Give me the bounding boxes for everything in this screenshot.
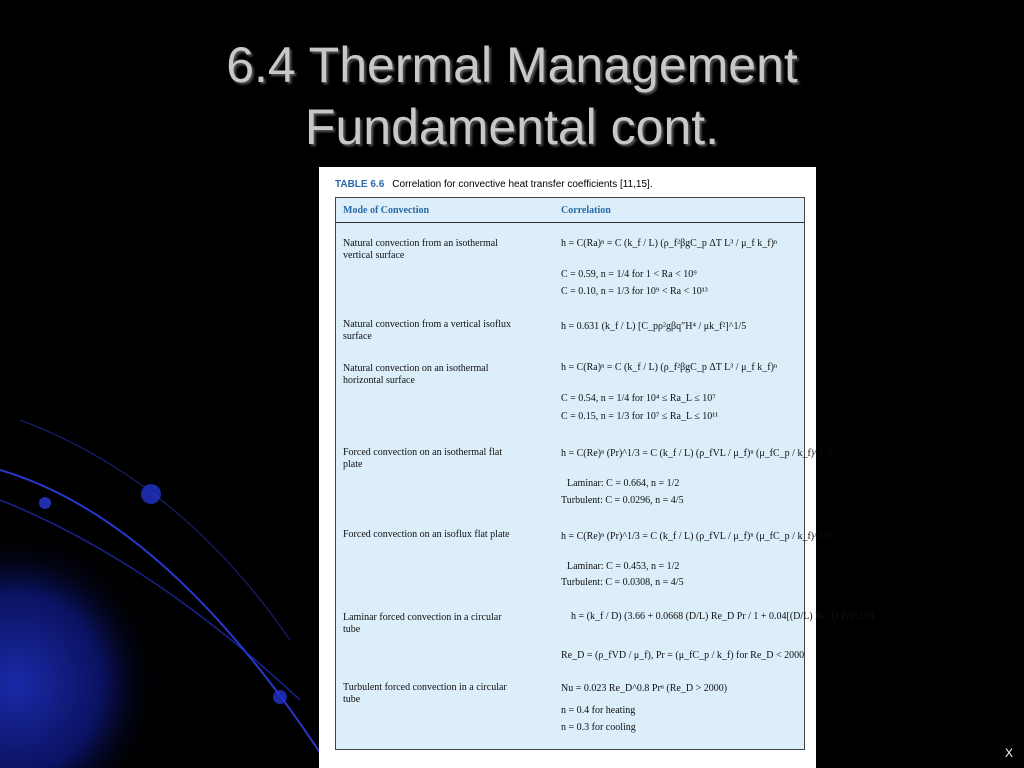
- title-line-1: 6.4 Thermal Management: [226, 37, 798, 93]
- correlation-formula: h = (k_f / D) (3.66 + 0.0668 (D/L) Re_D Pr / 1 + 0.04[(D/L) Re_D Pr]^2/3): [571, 611, 874, 622]
- table-header-row: [336, 198, 804, 223]
- correlation-line: C = 0.59, n = 1/4 for 1 < Ra < 10⁹: [561, 269, 697, 280]
- correlation-line: Turbulent: C = 0.0308, n = 4/5: [561, 577, 684, 588]
- correlation-line: Re_D = (ρ_fVD / μ_f), Pr = (μ_fC_p / k_f) for Re_D < 2000: [561, 650, 805, 661]
- table-caption: [335, 179, 653, 190]
- mode-laminar-tube: Laminar forced convection in a circular tube: [343, 612, 502, 635]
- correlation-line: Turbulent: C = 0.0296, n = 4/5: [561, 495, 684, 506]
- table-caption-text: Correlation for convective heat transfer coefficients [11,15].: [392, 179, 653, 190]
- correlation-formula: h = 0.631 (k_f / L) [C_pρ²gβq″H⁴ / μk_f²]^1/5: [561, 321, 747, 332]
- slide-title: [0, 34, 1024, 158]
- close-mark[interactable]: X: [1005, 746, 1014, 760]
- title-line-2: Fundamental cont.: [304, 99, 720, 155]
- correlation-table: [335, 197, 874, 750]
- mode-natural-isoflux-vertical: Natural convection from a vertical isoflux surface: [343, 319, 511, 342]
- correlation-line: n = 0.4 for heating: [561, 705, 636, 716]
- mode-turbulent-tube: Turbulent forced convection in a circular tube: [343, 682, 507, 705]
- correlation-line: n = 0.3 for cooling: [561, 722, 636, 733]
- correlation-formula: h = C(Ra)ⁿ = C (k_f / L) (ρ_f²βgC_p ΔT L³ / μ_f k_f)ⁿ: [561, 238, 778, 249]
- correlation-formula: h = C(Ra)ⁿ = C (k_f / L) (ρ_f²βgC_p ΔT L³ / μ_f k_f)ⁿ: [561, 362, 778, 373]
- header-mode: Mode of Convection: [343, 205, 430, 216]
- correlation-formula: h = C(Re)ⁿ (Pr)^1/3 = C (k_f / L) (ρ_fVL / μ_f)ⁿ (μ_fC_p / k_f)^1/3: [561, 531, 832, 542]
- correlation-line: C = 0.54, n = 1/4 for 10⁴ ≤ Ra_L ≤ 10⁷: [561, 393, 716, 404]
- correlation-formula: Nu = 0.023 Re_D^0.8 Prⁿ (Re_D > 2000): [561, 683, 728, 694]
- mode-forced-isothermal-plate: Forced convection on an isothermal flat plate: [343, 447, 503, 470]
- table-figure: [319, 167, 874, 768]
- table-number: TABLE 6.6: [335, 179, 385, 190]
- mode-natural-isothermal-horizontal: Natural convection on an isothermal horizontal surface: [343, 363, 489, 386]
- correlation-line: C = 0.10, n = 1/3 for 10⁹ < Ra < 10¹³: [561, 286, 708, 297]
- header-correlation: Correlation: [561, 205, 611, 216]
- mode-forced-isoflux-plate: Forced convection on an isoflux flat plate: [343, 529, 510, 540]
- correlation-formula: h = C(Re)ⁿ (Pr)^1/3 = C (k_f / L) (ρ_fVL / μ_f)ⁿ (μ_fC_p / k_f)^1/3: [561, 448, 832, 459]
- correlation-line: Laminar: C = 0.664, n = 1/2: [567, 478, 680, 489]
- correlation-line: Laminar: C = 0.453, n = 1/2: [567, 561, 680, 572]
- correlation-line: C = 0.15, n = 1/3 for 10⁷ ≤ Ra_L ≤ 10¹¹: [561, 411, 719, 422]
- mode-natural-isothermal-vertical: Natural convection from an isothermal vertical surface: [343, 238, 498, 261]
